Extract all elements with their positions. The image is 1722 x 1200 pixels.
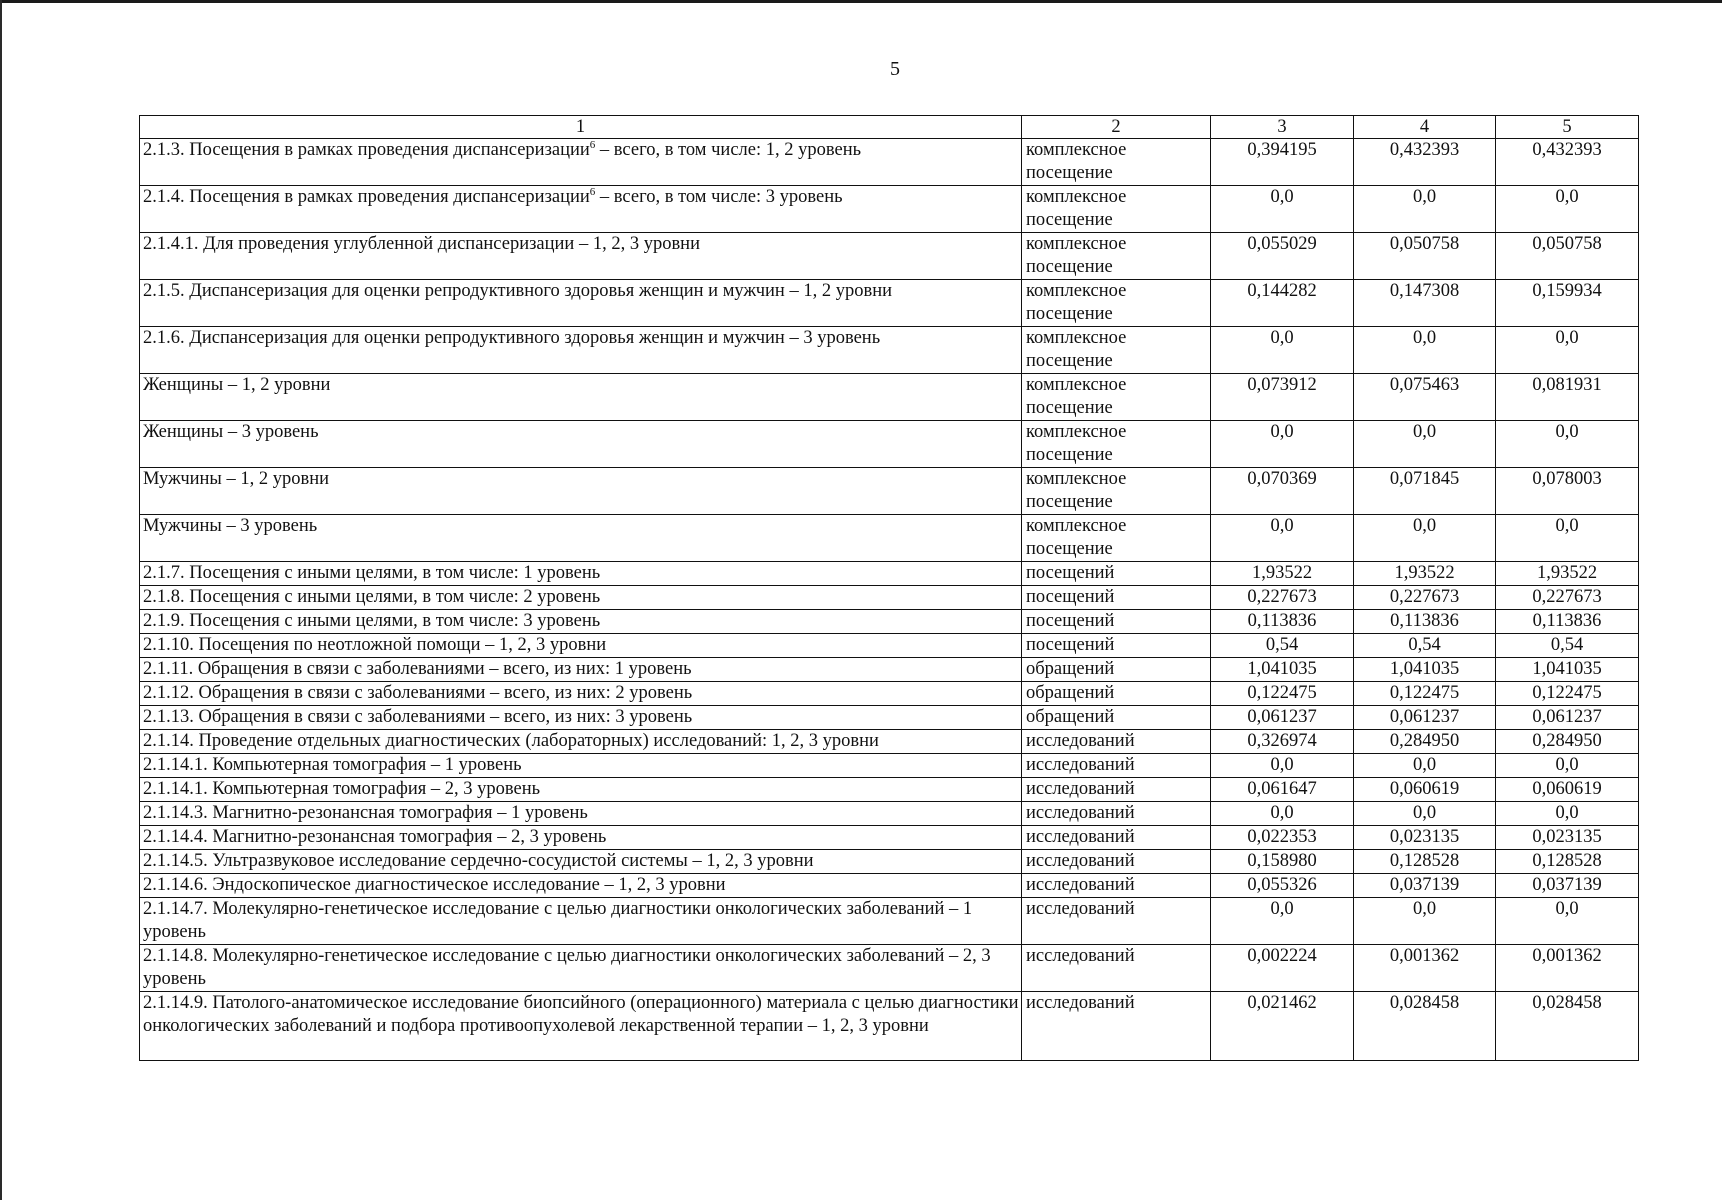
value-cell-v3: 0,0 — [1211, 421, 1354, 468]
indicator-name: 2.1.14.6. Эндоскопическое диагностическое исследование – 1, 2, 3 уровни — [143, 875, 726, 895]
indicator-cell — [140, 233, 1022, 280]
value-cell-v4: 0,128528 — [1354, 850, 1496, 874]
indicator-name: 2.1.8. Посещения с иными целями, в том числе: 2 уровень — [143, 587, 601, 607]
indicator-name: 2.1.12. Обращения в связи с заболеваниями – всего, из них: 2 уровень — [143, 683, 693, 703]
unit-cell: исследований — [1022, 802, 1211, 826]
indicator-cell — [140, 374, 1022, 421]
table-row — [140, 421, 1639, 468]
table-row — [140, 874, 1639, 898]
unit-cell: комплексное посещение — [1022, 468, 1211, 515]
indicator-cell — [140, 826, 1022, 850]
indicator-name: 2.1.14.1. Компьютерная томография – 2, 3 уровень — [143, 779, 541, 799]
unit-cell: комплексное посещение — [1022, 421, 1211, 468]
indicator-name: 2.1.14.5. Ультразвуковое исследование сердечно-сосудистой системы – 1, 2, 3 уровни — [143, 851, 814, 871]
value-cell-v3: 0,055029 — [1211, 233, 1354, 280]
indicator-cell — [140, 280, 1022, 327]
value-cell-v5: 1,93522 — [1496, 562, 1639, 586]
indicator-name: Женщины – 1, 2 уровни — [143, 375, 331, 395]
value-cell-v4: 0,0 — [1354, 754, 1496, 778]
value-cell-v5: 0,0 — [1496, 898, 1639, 945]
indicator-cell — [140, 610, 1022, 634]
indicator-name: 2.1.14.7. Молекулярно-генетическое исследование с целью диагностики онкологических заболеваний – 1 уровень — [143, 899, 973, 942]
value-cell-v4: 0,0 — [1354, 186, 1496, 233]
table-row — [140, 139, 1639, 186]
indicator-name: 2.1.14.4. Магнитно-резонансная томография – 2, 3 уровень — [143, 827, 607, 847]
unit-cell: обращений — [1022, 706, 1211, 730]
data-table — [139, 115, 1639, 1061]
value-cell-v4: 0,061237 — [1354, 706, 1496, 730]
value-cell-v4: 0,432393 — [1354, 139, 1496, 186]
table-row — [140, 945, 1639, 992]
indicator-cell — [140, 139, 1022, 186]
value-cell-v5: 0,060619 — [1496, 778, 1639, 802]
unit-cell: исследований — [1022, 754, 1211, 778]
value-cell-v3: 0,002224 — [1211, 945, 1354, 992]
indicator-name: 2.1.14. Проведение отдельных диагностических (лабораторных) исследований: 1, 2, 3 уровни — [143, 731, 879, 751]
table-row — [140, 754, 1639, 778]
indicator-cell — [140, 730, 1022, 754]
indicator-cell — [140, 992, 1022, 1061]
table-row — [140, 658, 1639, 682]
unit-cell: комплексное посещение — [1022, 233, 1211, 280]
value-cell-v5: 0,0 — [1496, 421, 1639, 468]
value-cell-v5: 0,061237 — [1496, 706, 1639, 730]
unit-cell: посещений — [1022, 586, 1211, 610]
table-row — [140, 898, 1639, 945]
indicator-name-tail: – всего, в том числе: 1, 2 уровень — [595, 140, 862, 160]
value-cell-v4: 0,037139 — [1354, 874, 1496, 898]
table-row — [140, 468, 1639, 515]
unit-cell: исследований — [1022, 850, 1211, 874]
value-cell-v3: 0,122475 — [1211, 682, 1354, 706]
indicator-cell — [140, 186, 1022, 233]
value-cell-v5: 0,0 — [1496, 754, 1639, 778]
indicator-cell — [140, 945, 1022, 992]
table-row — [140, 610, 1639, 634]
value-cell-v5: 0,122475 — [1496, 682, 1639, 706]
table-row — [140, 515, 1639, 562]
value-cell-v5: 0,0 — [1496, 515, 1639, 562]
value-cell-v3: 0,113836 — [1211, 610, 1354, 634]
unit-cell: исследований — [1022, 874, 1211, 898]
value-cell-v3: 0,061237 — [1211, 706, 1354, 730]
table-row — [140, 374, 1639, 421]
value-cell-v3: 1,041035 — [1211, 658, 1354, 682]
value-cell-v4: 0,54 — [1354, 634, 1496, 658]
table-row — [140, 682, 1639, 706]
unit-cell: исследований — [1022, 730, 1211, 754]
header-row — [140, 116, 1639, 139]
value-cell-v5: 0,001362 — [1496, 945, 1639, 992]
unit-cell: посещений — [1022, 562, 1211, 586]
value-cell-v4: 0,0 — [1354, 327, 1496, 374]
unit-cell: посещений — [1022, 634, 1211, 658]
indicator-name: 2.1.13. Обращения в связи с заболеваниями – всего, из них: 3 уровень — [143, 707, 693, 727]
value-cell-v3: 0,158980 — [1211, 850, 1354, 874]
unit-cell: исследований — [1022, 778, 1211, 802]
table-row — [140, 327, 1639, 374]
table-row — [140, 233, 1639, 280]
indicator-name: Женщины – 3 уровень — [143, 422, 319, 442]
indicator-name: 2.1.14.8. Молекулярно-генетическое исследование с целью диагностики онкологических заболеваний – 2, 3 уровень — [143, 946, 991, 989]
value-cell-v5: 0,0 — [1496, 327, 1639, 374]
value-cell-v4: 0,060619 — [1354, 778, 1496, 802]
indicator-cell — [140, 562, 1022, 586]
value-cell-v4: 0,023135 — [1354, 826, 1496, 850]
value-cell-v3: 0,073912 — [1211, 374, 1354, 421]
indicator-cell — [140, 850, 1022, 874]
indicator-cell — [140, 778, 1022, 802]
value-cell-v4: 1,041035 — [1354, 658, 1496, 682]
value-cell-v5: 0,159934 — [1496, 280, 1639, 327]
page-number: 5 — [890, 58, 900, 80]
value-cell-v3: 0,0 — [1211, 186, 1354, 233]
value-cell-v3: 0,54 — [1211, 634, 1354, 658]
indicator-cell — [140, 515, 1022, 562]
value-cell-v5: 0,081931 — [1496, 374, 1639, 421]
value-cell-v5: 0,078003 — [1496, 468, 1639, 515]
value-cell-v4: 0,001362 — [1354, 945, 1496, 992]
table-row — [140, 826, 1639, 850]
unit-cell: комплексное посещение — [1022, 186, 1211, 233]
value-cell-v3: 0,055326 — [1211, 874, 1354, 898]
column-header: 3 — [1211, 116, 1354, 139]
indicator-name: 2.1.4. Посещения в рамках проведения диспансеризации — [143, 187, 590, 207]
value-cell-v5: 0,028458 — [1496, 992, 1639, 1061]
column-header: 1 — [140, 116, 1022, 139]
value-cell-v5: 0,54 — [1496, 634, 1639, 658]
unit-cell: исследований — [1022, 898, 1211, 945]
value-cell-v3: 0,0 — [1211, 754, 1354, 778]
indicator-cell — [140, 682, 1022, 706]
value-cell-v3: 1,93522 — [1211, 562, 1354, 586]
table-body — [140, 116, 1639, 1061]
value-cell-v4: 0,0 — [1354, 898, 1496, 945]
column-header: 4 — [1354, 116, 1496, 139]
unit-cell: комплексное посещение — [1022, 139, 1211, 186]
table-row — [140, 778, 1639, 802]
value-cell-v4: 0,227673 — [1354, 586, 1496, 610]
indicator-name: 2.1.11. Обращения в связи с заболеваниями – всего, из них: 1 уровень — [143, 659, 692, 679]
value-cell-v5: 0,432393 — [1496, 139, 1639, 186]
value-cell-v4: 0,122475 — [1354, 682, 1496, 706]
value-cell-v3: 0,0 — [1211, 898, 1354, 945]
value-cell-v3: 0,227673 — [1211, 586, 1354, 610]
value-cell-v5: 0,037139 — [1496, 874, 1639, 898]
value-cell-v5: 0,0 — [1496, 802, 1639, 826]
value-cell-v4: 0,075463 — [1354, 374, 1496, 421]
unit-cell: комплексное посещение — [1022, 280, 1211, 327]
value-cell-v3: 0,022353 — [1211, 826, 1354, 850]
indicator-name: 2.1.5. Диспансеризация для оценки репродуктивного здоровья женщин и мужчин – 1, 2 уровни — [143, 281, 892, 301]
table-row — [140, 706, 1639, 730]
value-cell-v3: 0,0 — [1211, 327, 1354, 374]
indicator-cell — [140, 802, 1022, 826]
indicator-name: 2.1.14.3. Магнитно-резонансная томография – 1 уровень — [143, 803, 588, 823]
indicator-cell — [140, 706, 1022, 730]
footnote-marker: 6 — [589, 186, 596, 198]
value-cell-v5: 0,227673 — [1496, 586, 1639, 610]
indicator-name: 2.1.6. Диспансеризация для оценки репродуктивного здоровья женщин и мужчин – 3 уровень — [143, 328, 881, 348]
value-cell-v5: 0,284950 — [1496, 730, 1639, 754]
table-row — [140, 850, 1639, 874]
footnote-marker: 6 — [589, 139, 596, 151]
value-cell-v4: 0,050758 — [1354, 233, 1496, 280]
unit-cell: обращений — [1022, 658, 1211, 682]
unit-cell: комплексное посещение — [1022, 327, 1211, 374]
column-header: 2 — [1022, 116, 1211, 139]
value-cell-v5: 0,023135 — [1496, 826, 1639, 850]
indicator-name: 2.1.14.9. Патолого-анатомическое исследование биопсийного (операционного) материала с целью диагностики онкологических заболеваний и подбора противоопухолевой лекарственной терапии – 1, 2, 3 уровни — [143, 993, 1019, 1036]
value-cell-v5: 0,050758 — [1496, 233, 1639, 280]
value-cell-v3: 0,021462 — [1211, 992, 1354, 1061]
indicator-name: 2.1.3. Посещения в рамках проведения диспансеризации — [143, 140, 590, 160]
value-cell-v4: 0,113836 — [1354, 610, 1496, 634]
indicator-name: Мужчины – 3 уровень — [143, 516, 318, 536]
indicator-cell — [140, 327, 1022, 374]
indicator-cell — [140, 658, 1022, 682]
value-cell-v3: 0,0 — [1211, 802, 1354, 826]
table-row — [140, 730, 1639, 754]
indicator-name-tail: – всего, в том числе: 3 уровень — [595, 187, 843, 207]
indicator-name: 2.1.7. Посещения с иными целями, в том числе: 1 уровень — [143, 563, 601, 583]
indicator-cell — [140, 898, 1022, 945]
indicator-cell — [140, 586, 1022, 610]
value-cell-v3: 0,326974 — [1211, 730, 1354, 754]
table-row — [140, 280, 1639, 327]
indicator-cell — [140, 421, 1022, 468]
table-row — [140, 802, 1639, 826]
table-row — [140, 562, 1639, 586]
value-cell-v5: 1,041035 — [1496, 658, 1639, 682]
indicator-name: 2.1.9. Посещения с иными целями, в том числе: 3 уровень — [143, 611, 601, 631]
unit-cell: исследований — [1022, 992, 1211, 1061]
value-cell-v4: 0,0 — [1354, 802, 1496, 826]
value-cell-v3: 0,144282 — [1211, 280, 1354, 327]
unit-cell: комплексное посещение — [1022, 374, 1211, 421]
unit-cell: исследований — [1022, 945, 1211, 992]
table-row — [140, 186, 1639, 233]
indicator-name: 2.1.14.1. Компьютерная томография – 1 уровень — [143, 755, 522, 775]
indicator-cell — [140, 468, 1022, 515]
column-header: 5 — [1496, 116, 1639, 139]
value-cell-v4: 0,028458 — [1354, 992, 1496, 1061]
value-cell-v4: 0,284950 — [1354, 730, 1496, 754]
table-row — [140, 992, 1639, 1061]
value-cell-v5: 0,128528 — [1496, 850, 1639, 874]
unit-cell: посещений — [1022, 610, 1211, 634]
value-cell-v3: 0,394195 — [1211, 139, 1354, 186]
indicator-cell — [140, 754, 1022, 778]
indicator-cell — [140, 634, 1022, 658]
value-cell-v4: 0,147308 — [1354, 280, 1496, 327]
unit-cell: обращений — [1022, 682, 1211, 706]
value-cell-v3: 0,0 — [1211, 515, 1354, 562]
indicator-cell — [140, 874, 1022, 898]
indicator-name: Мужчины – 1, 2 уровни — [143, 469, 330, 489]
value-cell-v4: 1,93522 — [1354, 562, 1496, 586]
value-cell-v5: 0,0 — [1496, 186, 1639, 233]
value-cell-v4: 0,0 — [1354, 515, 1496, 562]
value-cell-v4: 0,0 — [1354, 421, 1496, 468]
indicator-name: 2.1.10. Посещения по неотложной помощи – 1, 2, 3 уровни — [143, 635, 607, 655]
table-row — [140, 634, 1639, 658]
table-row — [140, 586, 1639, 610]
value-cell-v4: 0,071845 — [1354, 468, 1496, 515]
scan-edge-top — [0, 0, 1722, 3]
value-cell-v3: 0,070369 — [1211, 468, 1354, 515]
unit-cell: комплексное посещение — [1022, 515, 1211, 562]
indicator-name: 2.1.4.1. Для проведения углубленной диспансеризации – 1, 2, 3 уровни — [143, 234, 700, 254]
scan-edge-left — [0, 0, 2, 1200]
value-cell-v3: 0,061647 — [1211, 778, 1354, 802]
unit-cell: исследований — [1022, 826, 1211, 850]
value-cell-v5: 0,113836 — [1496, 610, 1639, 634]
